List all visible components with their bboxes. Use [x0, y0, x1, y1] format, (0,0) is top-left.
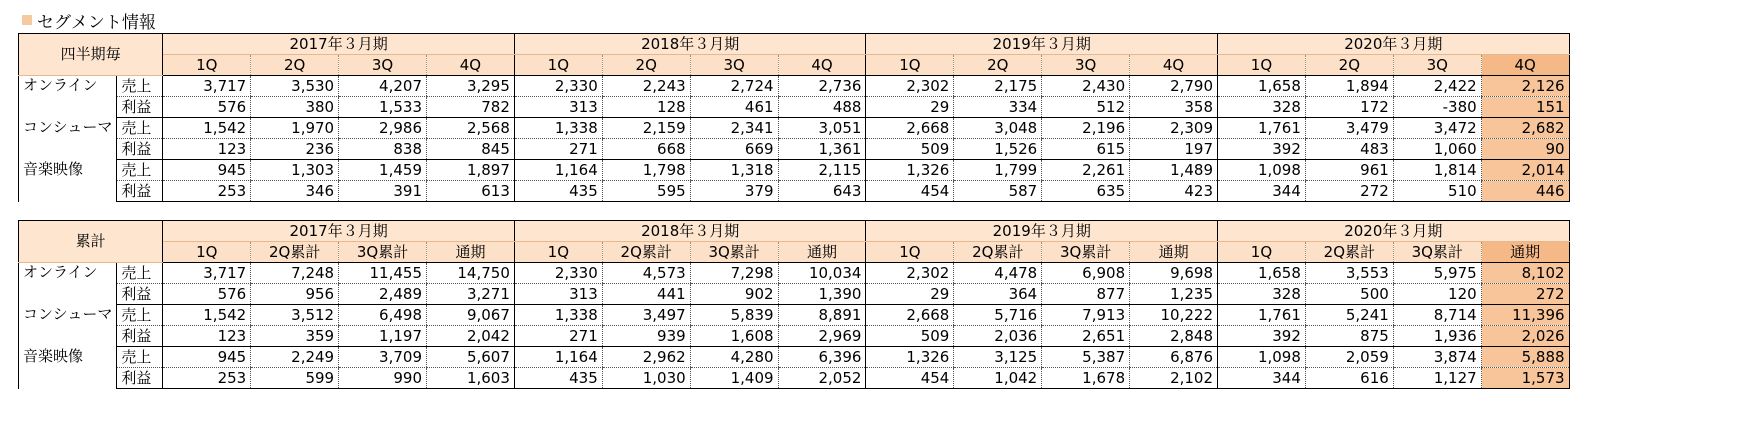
value-cell: 2,243 — [602, 76, 690, 97]
value-cell: 271 — [514, 326, 602, 347]
value-cell: 2,724 — [690, 76, 778, 97]
value-cell: 123 — [163, 326, 251, 347]
quarter-header: 3Q — [1393, 55, 1481, 76]
value-cell: 435 — [514, 368, 602, 389]
quarter-header: 1Q — [514, 55, 602, 76]
value-cell: 668 — [602, 139, 690, 160]
quarter-header: 1Q — [866, 55, 954, 76]
value-cell: 1,970 — [251, 118, 339, 139]
quarter-header: 4Q — [1130, 55, 1218, 76]
metric-label: 利益 — [117, 368, 163, 389]
metric-label: 売上 — [117, 118, 163, 139]
value-cell: 2,159 — [602, 118, 690, 139]
value-cell: 2,682 — [1481, 118, 1569, 139]
value-cell: 3,125 — [954, 347, 1042, 368]
value-cell: 358 — [1130, 97, 1218, 118]
value-cell: 392 — [1218, 326, 1306, 347]
value-cell: 2,736 — [778, 76, 866, 97]
value-cell: 10,222 — [1130, 305, 1218, 326]
quarter-header: 2Q — [1305, 55, 1393, 76]
quarter-header: 1Q — [514, 242, 602, 263]
quarter-header-row — [19, 55, 1570, 76]
value-cell: 613 — [427, 181, 515, 202]
quarter-header: 4Q — [778, 55, 866, 76]
year-header-row — [19, 221, 1570, 242]
value-cell: 461 — [690, 97, 778, 118]
metric-label: 利益 — [117, 284, 163, 305]
value-cell: 3,479 — [1305, 118, 1393, 139]
value-cell: 2,568 — [427, 118, 515, 139]
table-row — [19, 139, 1570, 160]
value-cell: 197 — [1130, 139, 1218, 160]
value-cell: 782 — [427, 97, 515, 118]
quarter-header: 2Q累計 — [954, 242, 1042, 263]
value-cell: 3,709 — [339, 347, 427, 368]
quarter-header: 3Q累計 — [339, 242, 427, 263]
value-cell: 8,102 — [1481, 263, 1569, 284]
value-cell: 2,848 — [1130, 326, 1218, 347]
metric-label: 売上 — [117, 347, 163, 368]
value-cell: 1,936 — [1393, 326, 1481, 347]
quarter-header: 3Q累計 — [1042, 242, 1130, 263]
value-cell: 3,271 — [427, 284, 515, 305]
value-cell: 595 — [602, 181, 690, 202]
value-cell: 669 — [690, 139, 778, 160]
quarter-header: 2Q — [954, 55, 1042, 76]
value-cell: 1,489 — [1130, 160, 1218, 181]
value-cell: 8,891 — [778, 305, 866, 326]
value-cell: 2,302 — [866, 263, 954, 284]
value-cell: 7,248 — [251, 263, 339, 284]
quarter-header: 1Q — [1218, 242, 1306, 263]
value-cell: 11,455 — [339, 263, 427, 284]
value-cell: 2,042 — [427, 326, 515, 347]
value-cell: 8,714 — [1393, 305, 1481, 326]
value-cell: 1,326 — [866, 347, 954, 368]
metric-label: 利益 — [117, 181, 163, 202]
value-cell: 509 — [866, 326, 954, 347]
value-cell: 313 — [514, 284, 602, 305]
value-cell: 5,241 — [1305, 305, 1393, 326]
value-cell: 5,888 — [1481, 347, 1569, 368]
segment-name: オンライン — [19, 263, 117, 305]
value-cell: 939 — [602, 326, 690, 347]
value-cell: 902 — [690, 284, 778, 305]
value-cell: 1,338 — [514, 118, 602, 139]
value-cell: 272 — [1305, 181, 1393, 202]
value-cell: 151 — [1481, 97, 1569, 118]
value-cell: 1,542 — [163, 118, 251, 139]
value-cell: 2,330 — [514, 263, 602, 284]
value-cell: 253 — [163, 368, 251, 389]
value-cell: 1,361 — [778, 139, 866, 160]
value-cell: 1,814 — [1393, 160, 1481, 181]
table-corner-label: 累計 — [19, 221, 163, 263]
value-cell: 364 — [954, 284, 1042, 305]
value-cell: 344 — [1218, 181, 1306, 202]
value-cell: 990 — [339, 368, 427, 389]
value-cell: 392 — [1218, 139, 1306, 160]
value-cell: 2,330 — [514, 76, 602, 97]
value-cell: 2,059 — [1305, 347, 1393, 368]
value-cell: 2,790 — [1130, 76, 1218, 97]
value-cell: 272 — [1481, 284, 1569, 305]
value-cell: 1,409 — [690, 368, 778, 389]
value-cell: 2,126 — [1481, 76, 1569, 97]
value-cell: 2,430 — [1042, 76, 1130, 97]
value-cell: 11,396 — [1481, 305, 1569, 326]
value-cell: 587 — [954, 181, 1042, 202]
quarter-header: 2Q — [251, 55, 339, 76]
value-cell: 1,542 — [163, 305, 251, 326]
value-cell: 7,913 — [1042, 305, 1130, 326]
value-cell: 1,459 — [339, 160, 427, 181]
value-cell: 1,573 — [1481, 368, 1569, 389]
value-cell: 643 — [778, 181, 866, 202]
fiscal-year-header: 2019年３月期 — [866, 221, 1218, 242]
fiscal-year-header: 2018年３月期 — [514, 221, 866, 242]
value-cell: 3,051 — [778, 118, 866, 139]
value-cell: 877 — [1042, 284, 1130, 305]
value-cell: 5,975 — [1393, 263, 1481, 284]
segment-name: 音楽映像 — [19, 347, 117, 389]
value-cell: 1,098 — [1218, 347, 1306, 368]
value-cell: 2,102 — [1130, 368, 1218, 389]
value-cell: 1,761 — [1218, 118, 1306, 139]
value-cell: 2,309 — [1130, 118, 1218, 139]
value-cell: 6,876 — [1130, 347, 1218, 368]
table-row — [19, 326, 1570, 347]
value-cell: 2,302 — [866, 76, 954, 97]
section-title — [22, 8, 156, 32]
value-cell: 1,390 — [778, 284, 866, 305]
value-cell: 616 — [1305, 368, 1393, 389]
value-cell: 483 — [1305, 139, 1393, 160]
segment-name: 音楽映像 — [19, 160, 117, 202]
value-cell: 1,318 — [690, 160, 778, 181]
value-cell: 9,698 — [1130, 263, 1218, 284]
metric-label: 利益 — [117, 139, 163, 160]
metric-label: 売上 — [117, 76, 163, 97]
metric-label: 利益 — [117, 326, 163, 347]
fiscal-year-header: 2020年３月期 — [1218, 221, 1570, 242]
value-cell: 236 — [251, 139, 339, 160]
value-cell: 509 — [866, 139, 954, 160]
value-cell: 576 — [163, 97, 251, 118]
quarter-header: 3Q累計 — [690, 242, 778, 263]
value-cell: 2,986 — [339, 118, 427, 139]
quarter-header: 3Q — [1042, 55, 1130, 76]
value-cell: 3,717 — [163, 263, 251, 284]
value-cell: 2,962 — [602, 347, 690, 368]
value-cell: 379 — [690, 181, 778, 202]
value-cell: 29 — [866, 284, 954, 305]
value-cell: 120 — [1393, 284, 1481, 305]
value-cell: 1,603 — [427, 368, 515, 389]
value-cell: 128 — [602, 97, 690, 118]
table-row — [19, 97, 1570, 118]
year-header-row — [19, 34, 1570, 55]
value-cell: 1,164 — [514, 347, 602, 368]
value-cell: 3,530 — [251, 76, 339, 97]
value-cell: 1,761 — [1218, 305, 1306, 326]
table-row — [19, 160, 1570, 181]
table-row — [19, 368, 1570, 389]
value-cell: 5,607 — [427, 347, 515, 368]
table-row — [19, 76, 1570, 97]
value-cell: 2,026 — [1481, 326, 1569, 347]
value-cell: 1,303 — [251, 160, 339, 181]
value-cell: 441 — [602, 284, 690, 305]
quarter-header: 通期 — [427, 242, 515, 263]
value-cell: 423 — [1130, 181, 1218, 202]
value-cell: 961 — [1305, 160, 1393, 181]
value-cell: 5,716 — [954, 305, 1042, 326]
value-cell: 9,067 — [427, 305, 515, 326]
value-cell: 500 — [1305, 284, 1393, 305]
quarter-header: 1Q — [866, 242, 954, 263]
table-row — [19, 263, 1570, 284]
value-cell: 945 — [163, 347, 251, 368]
segment-name: コンシューマ — [19, 305, 117, 347]
value-cell: 1,030 — [602, 368, 690, 389]
fiscal-year-header: 2017年３月期 — [163, 34, 515, 55]
value-cell: 2,115 — [778, 160, 866, 181]
value-cell: 1,533 — [339, 97, 427, 118]
value-cell: 1,678 — [1042, 368, 1130, 389]
value-cell: 1,799 — [954, 160, 1042, 181]
value-cell: 10,034 — [778, 263, 866, 284]
quarter-header: 3Q累計 — [1393, 242, 1481, 263]
value-cell: 510 — [1393, 181, 1481, 202]
section-title-text: セグメント情報 — [37, 12, 156, 33]
quarter-header: 1Q — [163, 55, 251, 76]
value-cell: 271 — [514, 139, 602, 160]
value-cell: 875 — [1305, 326, 1393, 347]
metric-label: 利益 — [117, 97, 163, 118]
value-cell: 6,396 — [778, 347, 866, 368]
quarter-header: 2Q — [602, 55, 690, 76]
metric-label: 売上 — [117, 263, 163, 284]
value-cell: 253 — [163, 181, 251, 202]
value-cell: 2,249 — [251, 347, 339, 368]
value-cell: 956 — [251, 284, 339, 305]
quarter-header: 4Q — [427, 55, 515, 76]
table-row — [19, 347, 1570, 368]
value-cell: 2,422 — [1393, 76, 1481, 97]
quarter-header: 1Q — [163, 242, 251, 263]
value-cell: 380 — [251, 97, 339, 118]
value-cell: 359 — [251, 326, 339, 347]
value-cell: 2,341 — [690, 118, 778, 139]
value-cell: 576 — [163, 284, 251, 305]
metric-label: 売上 — [117, 160, 163, 181]
quarter-header: 2Q累計 — [251, 242, 339, 263]
value-cell: 5,839 — [690, 305, 778, 326]
fiscal-year-header: 2017年３月期 — [163, 221, 515, 242]
value-cell: 3,295 — [427, 76, 515, 97]
value-cell: 6,498 — [339, 305, 427, 326]
value-cell: 4,280 — [690, 347, 778, 368]
value-cell: 6,908 — [1042, 263, 1130, 284]
quarter-header: 通期 — [1130, 242, 1218, 263]
value-cell: 328 — [1218, 97, 1306, 118]
value-cell: 599 — [251, 368, 339, 389]
value-cell: 344 — [1218, 368, 1306, 389]
value-cell: 3,497 — [602, 305, 690, 326]
value-cell: 1,197 — [339, 326, 427, 347]
value-cell: 454 — [866, 181, 954, 202]
quarter-header: 2Q累計 — [602, 242, 690, 263]
value-cell: 1,526 — [954, 139, 1042, 160]
value-cell: -380 — [1393, 97, 1481, 118]
quarter-header: 通期 — [778, 242, 866, 263]
segment-name: コンシューマ — [19, 118, 117, 160]
value-cell: 7,298 — [690, 263, 778, 284]
value-cell: 29 — [866, 97, 954, 118]
table-corner-label: 四半期毎 — [19, 34, 163, 76]
value-cell: 2,014 — [1481, 160, 1569, 181]
value-cell: 454 — [866, 368, 954, 389]
fiscal-year-header: 2018年３月期 — [514, 34, 866, 55]
quarter-header: 3Q — [339, 55, 427, 76]
table-row — [19, 284, 1570, 305]
value-cell: 446 — [1481, 181, 1569, 202]
value-cell: 334 — [954, 97, 1042, 118]
value-cell: 435 — [514, 181, 602, 202]
value-cell: 2,668 — [866, 118, 954, 139]
value-cell: 3,553 — [1305, 263, 1393, 284]
value-cell: 4,478 — [954, 263, 1042, 284]
value-cell: 328 — [1218, 284, 1306, 305]
value-cell: 1,658 — [1218, 263, 1306, 284]
value-cell: 2,261 — [1042, 160, 1130, 181]
table-row — [19, 305, 1570, 326]
value-cell: 14,750 — [427, 263, 515, 284]
quarter-header: 3Q — [690, 55, 778, 76]
value-cell: 512 — [1042, 97, 1130, 118]
square-bullet-icon — [22, 15, 32, 25]
value-cell: 945 — [163, 160, 251, 181]
cumulative-segment-table — [18, 220, 1570, 389]
value-cell: 1,127 — [1393, 368, 1481, 389]
value-cell: 2,969 — [778, 326, 866, 347]
table-row — [19, 118, 1570, 139]
value-cell: 1,658 — [1218, 76, 1306, 97]
value-cell: 2,052 — [778, 368, 866, 389]
value-cell: 3,048 — [954, 118, 1042, 139]
quarter-header: 2Q累計 — [1305, 242, 1393, 263]
table-row — [19, 181, 1570, 202]
value-cell: 2,036 — [954, 326, 1042, 347]
value-cell: 1,235 — [1130, 284, 1218, 305]
value-cell: 90 — [1481, 139, 1569, 160]
quarter-header: 通期 — [1481, 242, 1569, 263]
value-cell: 123 — [163, 139, 251, 160]
value-cell: 1,060 — [1393, 139, 1481, 160]
value-cell: 3,472 — [1393, 118, 1481, 139]
value-cell: 1,338 — [514, 305, 602, 326]
value-cell: 615 — [1042, 139, 1130, 160]
value-cell: 391 — [339, 181, 427, 202]
value-cell: 1,608 — [690, 326, 778, 347]
value-cell: 838 — [339, 139, 427, 160]
value-cell: 1,897 — [427, 160, 515, 181]
value-cell: 4,207 — [339, 76, 427, 97]
value-cell: 1,042 — [954, 368, 1042, 389]
value-cell: 2,175 — [954, 76, 1042, 97]
metric-label: 売上 — [117, 305, 163, 326]
value-cell: 635 — [1042, 181, 1130, 202]
segment-name: オンライン — [19, 76, 117, 118]
value-cell: 1,164 — [514, 160, 602, 181]
value-cell: 5,387 — [1042, 347, 1130, 368]
value-cell: 2,196 — [1042, 118, 1130, 139]
value-cell: 2,668 — [866, 305, 954, 326]
value-cell: 1,326 — [866, 160, 954, 181]
value-cell: 2,489 — [339, 284, 427, 305]
value-cell: 1,098 — [1218, 160, 1306, 181]
value-cell: 313 — [514, 97, 602, 118]
quarterly-segment-table — [18, 33, 1570, 202]
quarter-header-row — [19, 242, 1570, 263]
value-cell: 3,874 — [1393, 347, 1481, 368]
quarter-header: 4Q — [1481, 55, 1569, 76]
value-cell: 1,894 — [1305, 76, 1393, 97]
value-cell: 2,651 — [1042, 326, 1130, 347]
quarter-header: 1Q — [1218, 55, 1306, 76]
value-cell: 3,717 — [163, 76, 251, 97]
fiscal-year-header: 2020年３月期 — [1218, 34, 1570, 55]
value-cell: 4,573 — [602, 263, 690, 284]
value-cell: 845 — [427, 139, 515, 160]
value-cell: 488 — [778, 97, 866, 118]
value-cell: 346 — [251, 181, 339, 202]
fiscal-year-header: 2019年３月期 — [866, 34, 1218, 55]
value-cell: 1,798 — [602, 160, 690, 181]
value-cell: 172 — [1305, 97, 1393, 118]
value-cell: 3,512 — [251, 305, 339, 326]
